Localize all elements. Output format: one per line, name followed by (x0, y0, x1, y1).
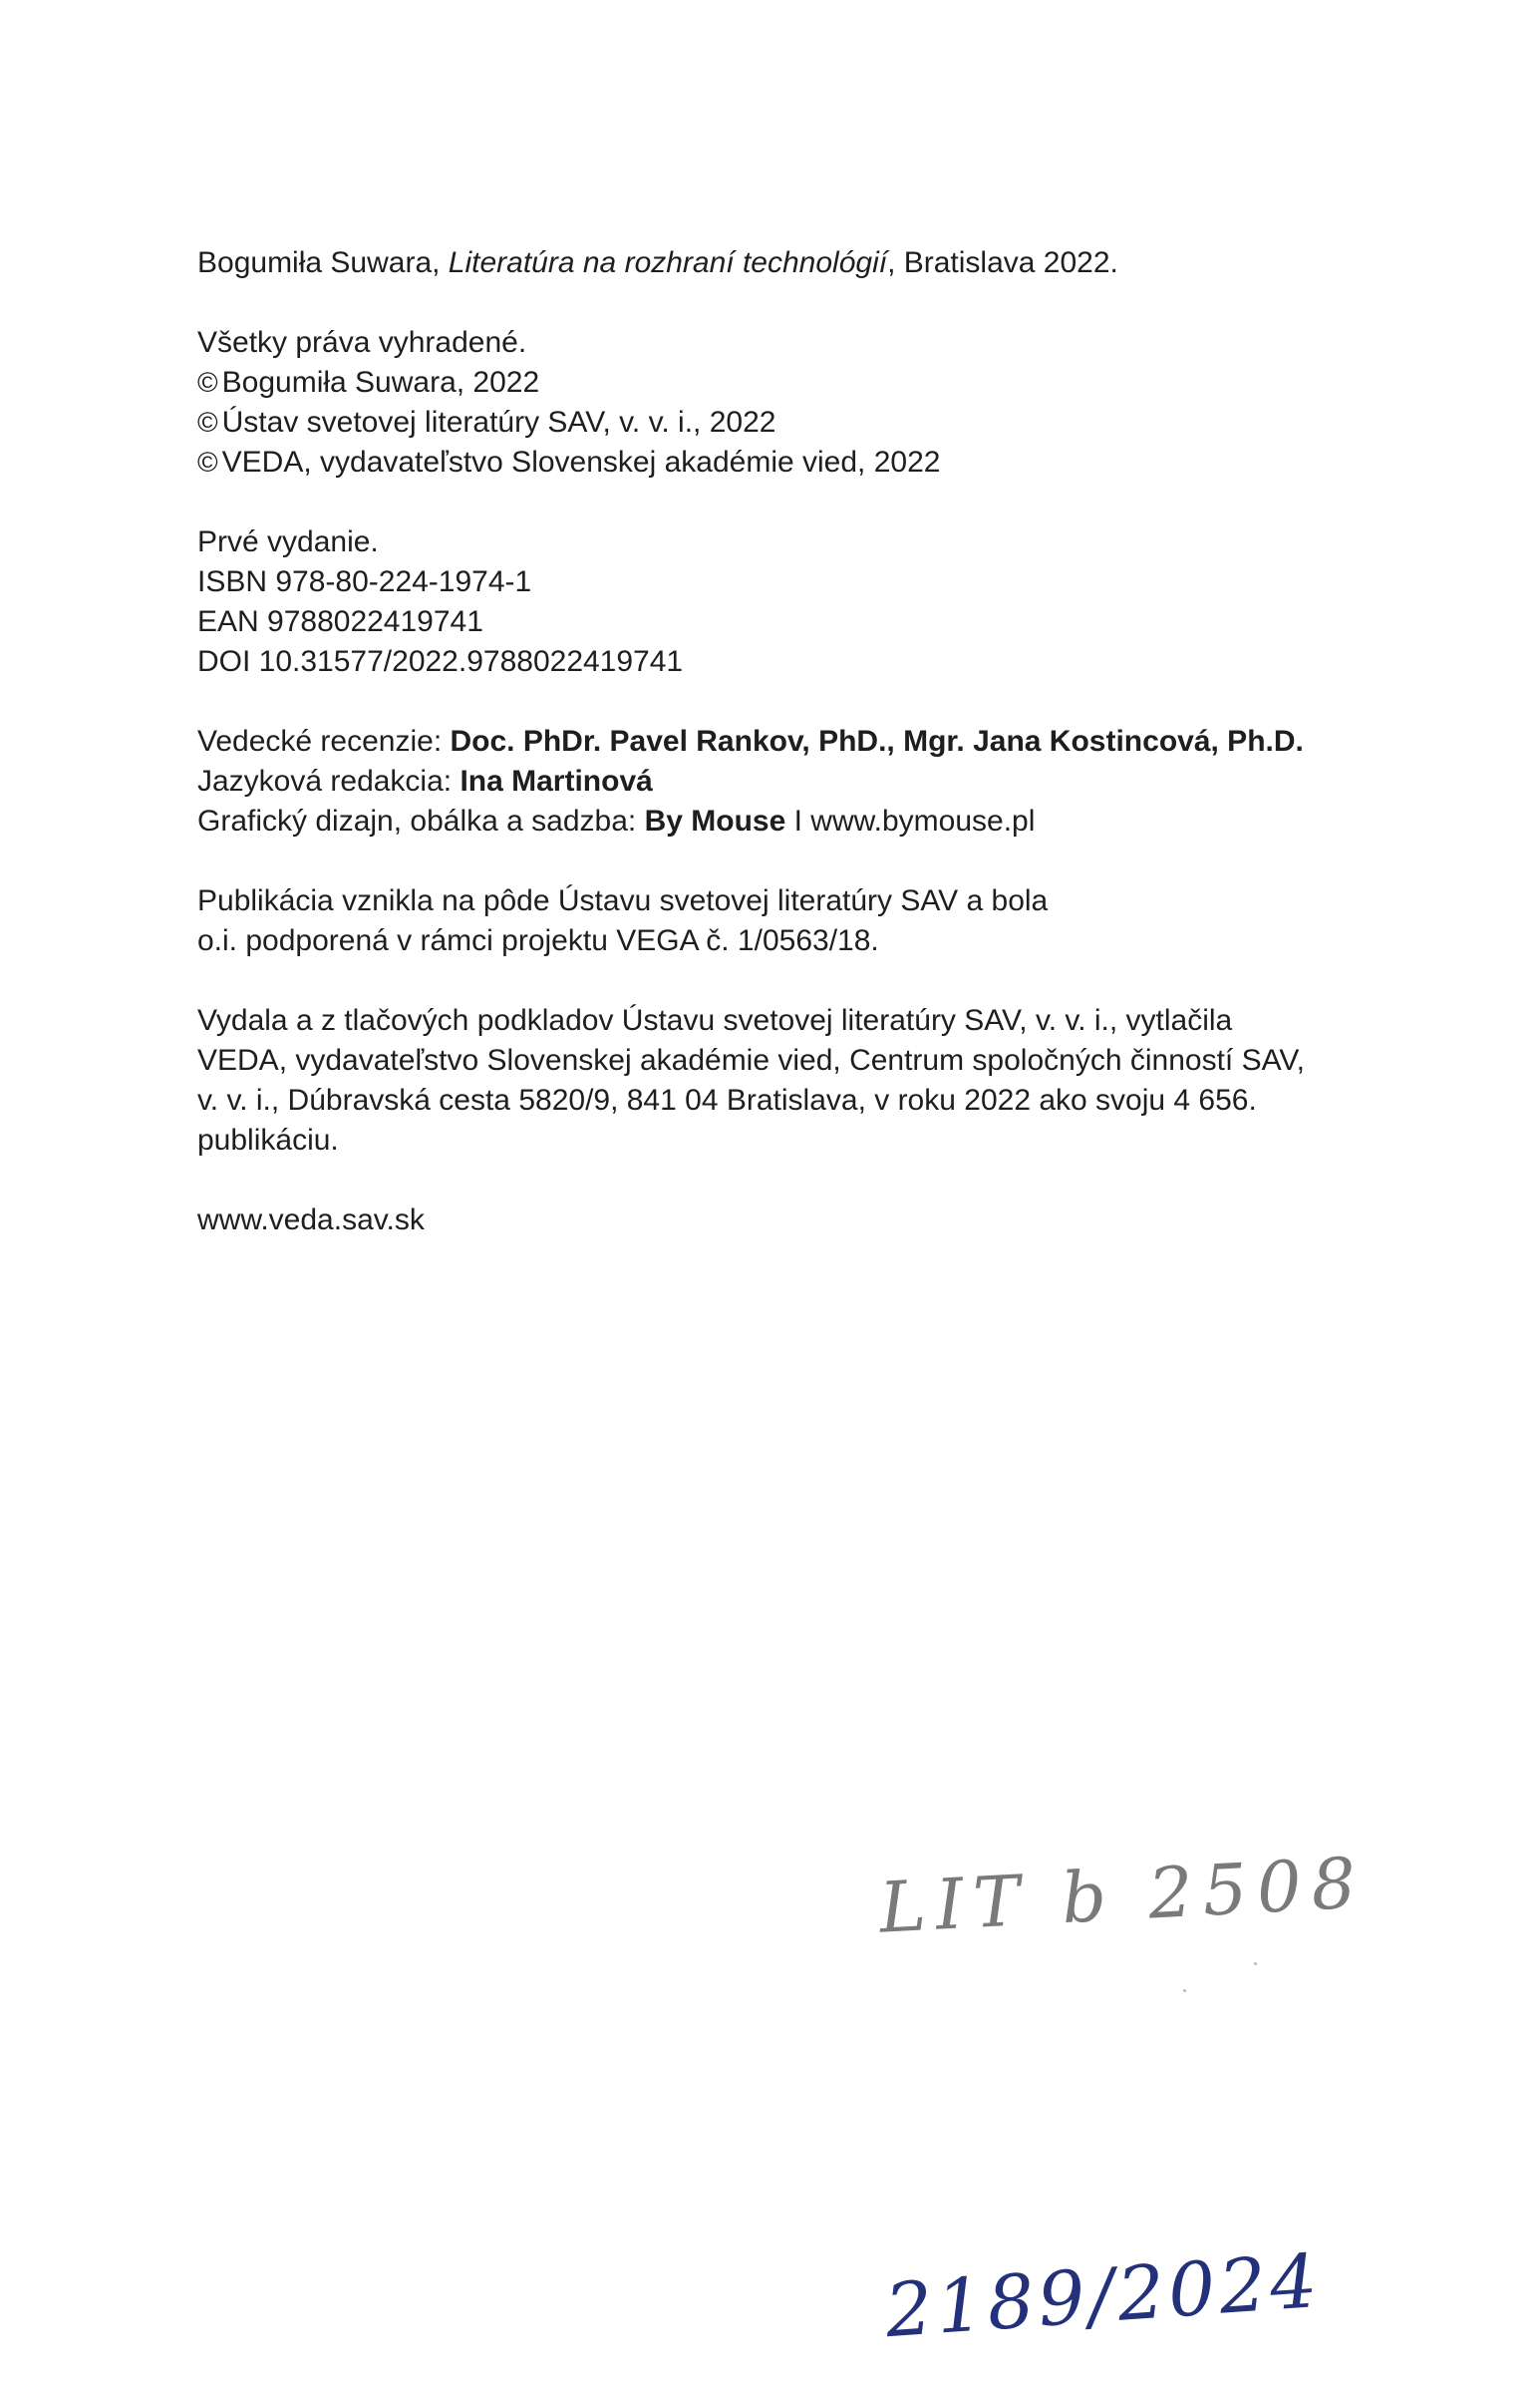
edition-first: Prvé vydanie. (197, 525, 379, 558)
citation-tail: , Bratislava 2022. (887, 246, 1118, 279)
doi: DOI 10.31577/2022.9788022419741 (197, 645, 684, 678)
website-block (197, 1200, 1413, 1240)
copyright-icon: © (197, 447, 218, 478)
language-editor-name: Ina Martinová (460, 765, 653, 798)
edition-block (197, 522, 1413, 682)
rights-block (197, 323, 1413, 483)
citation-block (197, 243, 1413, 283)
copyright-line: © Bogumiła Suwara, 2022 (197, 366, 540, 399)
copyright-icon: © (197, 407, 218, 438)
speck (1254, 1962, 1257, 1965)
citation-line (197, 243, 1413, 283)
copyright-line: © VEDA, vydavateľstvo Slovenskej akadémie vied, 2022 (197, 446, 941, 479)
citation-title: Literatúra na rozhraní technológií (448, 246, 888, 279)
support-block: Publikácia vznikla na pôde Ústavu svetovej literatúry SAV a bola o.i. podporená v rámci projektu VEGA č. 1/0563/18. (197, 884, 1049, 957)
design-line: Grafický dizajn, obálka a sadzba: By Mouse I www.bymouse.pl (197, 805, 1036, 838)
speck (1183, 1989, 1186, 1992)
copyright-line: © Ústav svetovej literatúry SAV, v. v. i., 2022 (197, 406, 776, 439)
pencil-shelfmark: LIT b 2508 (877, 1842, 1369, 1949)
citation-author: Bogumiła Suwara, (197, 246, 449, 279)
ink-inventory-number: 2189/2024 (882, 2237, 1325, 2355)
isbn: ISBN 978-80-224-1974-1 (197, 565, 532, 598)
rights-reserved: Všetky práva vyhradené. (197, 326, 527, 359)
reviewers-line: Vedecké recenzie: Doc. PhDr. Pavel Rankov, PhD., Mgr. Jana Kostincová, Ph.D. (197, 725, 1304, 758)
website-link[interactable]: www.veda.sav.sk (197, 1203, 425, 1236)
reviewers-names: Doc. PhDr. Pavel Rankov, PhD., Mgr. Jana Kostincová, Ph.D. (450, 725, 1304, 758)
ean: EAN 9788022419741 (197, 605, 483, 638)
designer-name: By Mouse (644, 805, 786, 838)
copyright-icon: © (197, 367, 218, 398)
language-editor-line: Jazyková redakcia: Ina Martinová (197, 765, 653, 798)
copyright-page (197, 243, 1413, 1280)
publisher-block: Vydala a z tlačových podkladov Ústavu svetovej literatúry SAV, v. v. i., vytlačila VEDA, vydavateľstvo Slovenskej akadémie vied, Centrum spoločných činností SAV, v. v. i., Dúbravská cesta 5820/9, 841 04 Bratislava, v roku 2022 ako svoju 4 656. publikáciu. (197, 1004, 1305, 1157)
designer-url: I www.bymouse.pl (785, 805, 1036, 838)
credits-block (197, 722, 1413, 842)
